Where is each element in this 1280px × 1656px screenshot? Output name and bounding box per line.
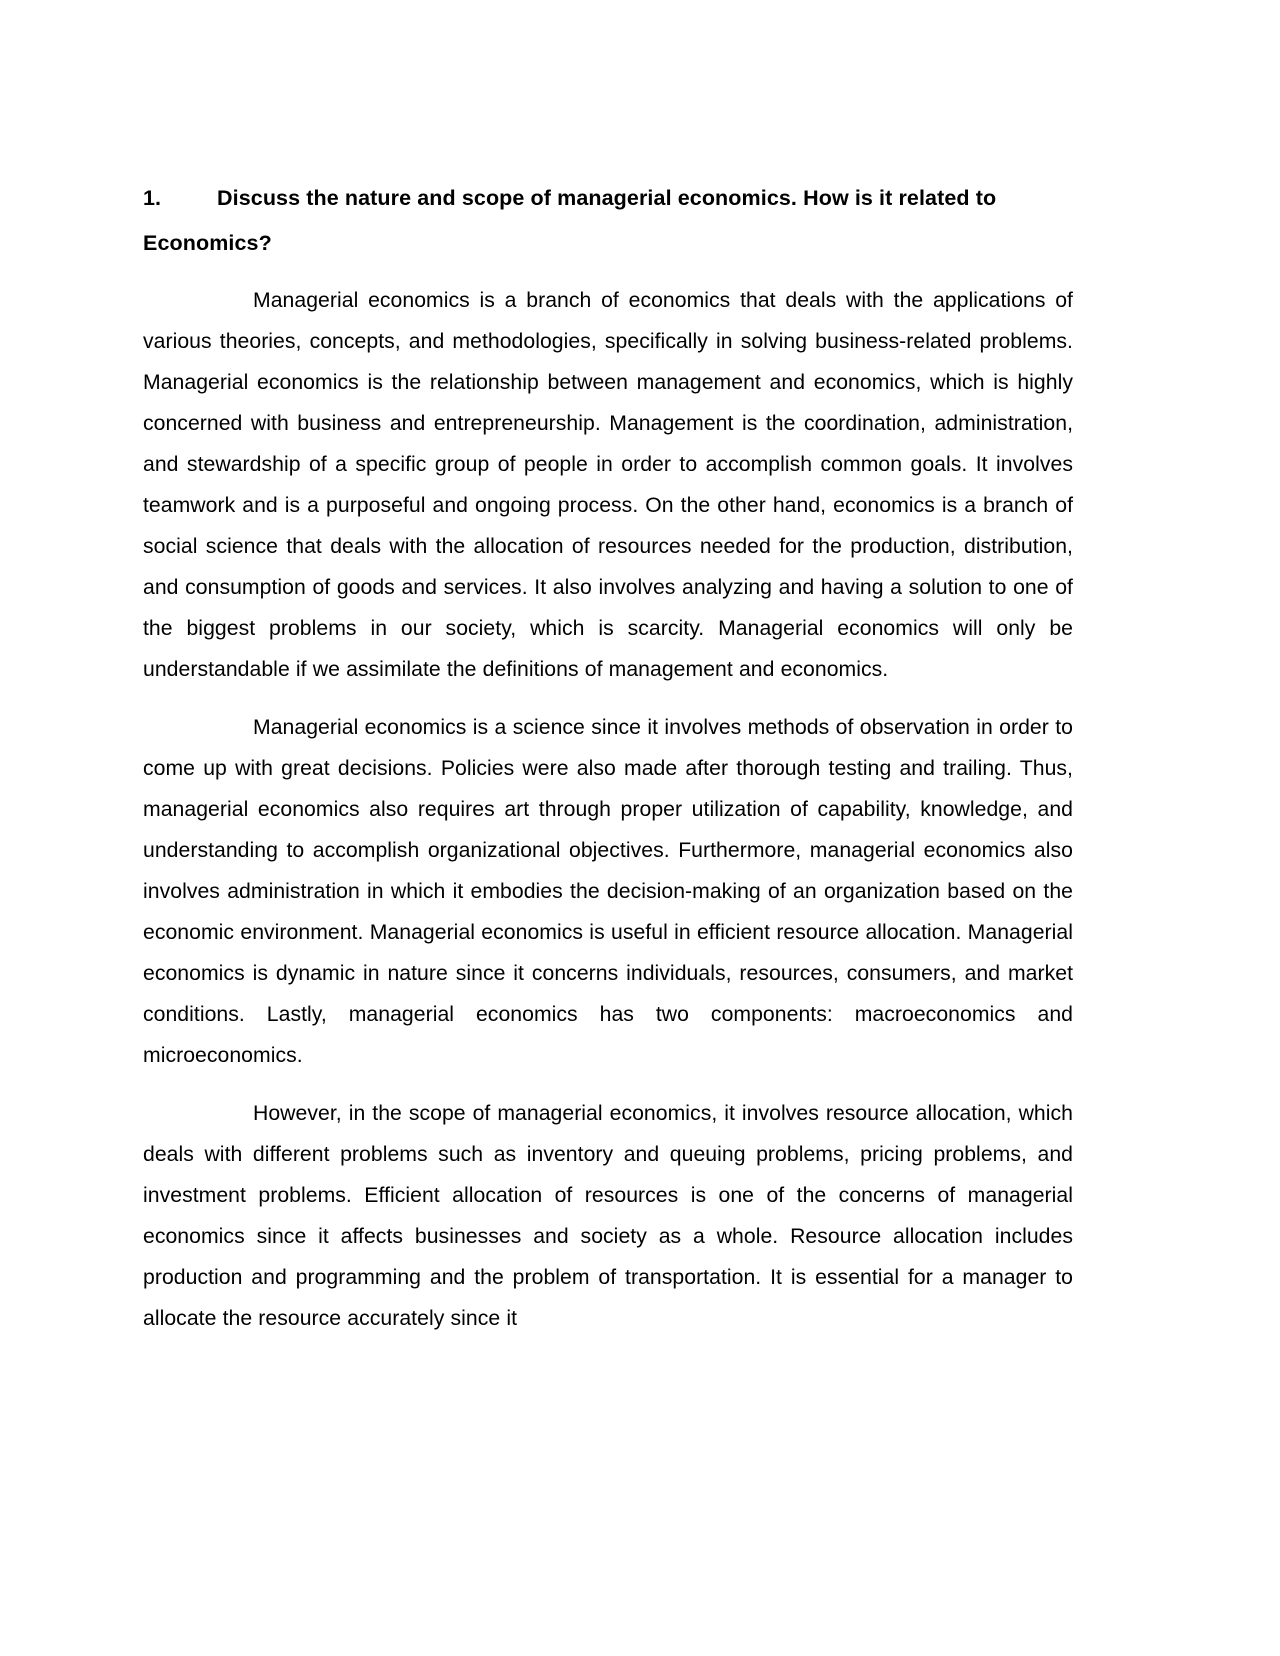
document-body <box>143 176 1073 1339</box>
paragraph-3: However, in the scope of managerial economics, it involves resource allocation, which deals with different problems such as inventory and queuing problems, pricing problems, and investment problems. Efficient allocation of resources is one of the concerns of managerial economics since it affects businesses and society as a whole. Resource allocation includes production and programming and the problem of transportation. It is essential for a manager to allocate the resource accurately since it <box>143 1102 1073 1330</box>
question-heading <box>143 176 1073 266</box>
paragraph-2: Managerial economics is a science since it involves methods of observation in order to come up with great decisions. Policies were also made after thorough testing and trailing. Thus, managerial economics also requires art through proper utilization of capability, knowledge, and understanding to accomplish organizational objectives. Furthermore, managerial economics also involves administration in which it embodies the decision-making of an organization based on the economic environment. Managerial economics is useful in efficient resource allocation. Managerial economics is dynamic in nature since it concerns individuals, resources, consumers, and market conditions. Lastly, managerial economics has two components: macroeconomics and microeconomics. <box>143 716 1073 1067</box>
paragraph-1: Managerial economics is a branch of economics that deals with the applications of various theories, concepts, and methodologies, specifically in solving business-related problems. Managerial economics is the relationship between management and economics, which is highly concerned with business and entrepreneurship. Management is the coordination, administration, and stewardship of a specific group of people in order to accomplish common goals. It involves teamwork and is a purposeful and ongoing process. On the other hand, economics is a branch of social science that deals with the allocation of resources needed for the production, distribution, and consumption of goods and services. It also involves analyzing and having a solution to one of the biggest problems in our society, which is scarcity. Managerial economics will only be understandable if we assimilate the definitions of management and economics. <box>143 289 1073 681</box>
question-heading-text: Discuss the nature and scope of managerial economics. How is it related to Economics? <box>143 186 997 255</box>
question-number: 1. <box>143 186 162 210</box>
